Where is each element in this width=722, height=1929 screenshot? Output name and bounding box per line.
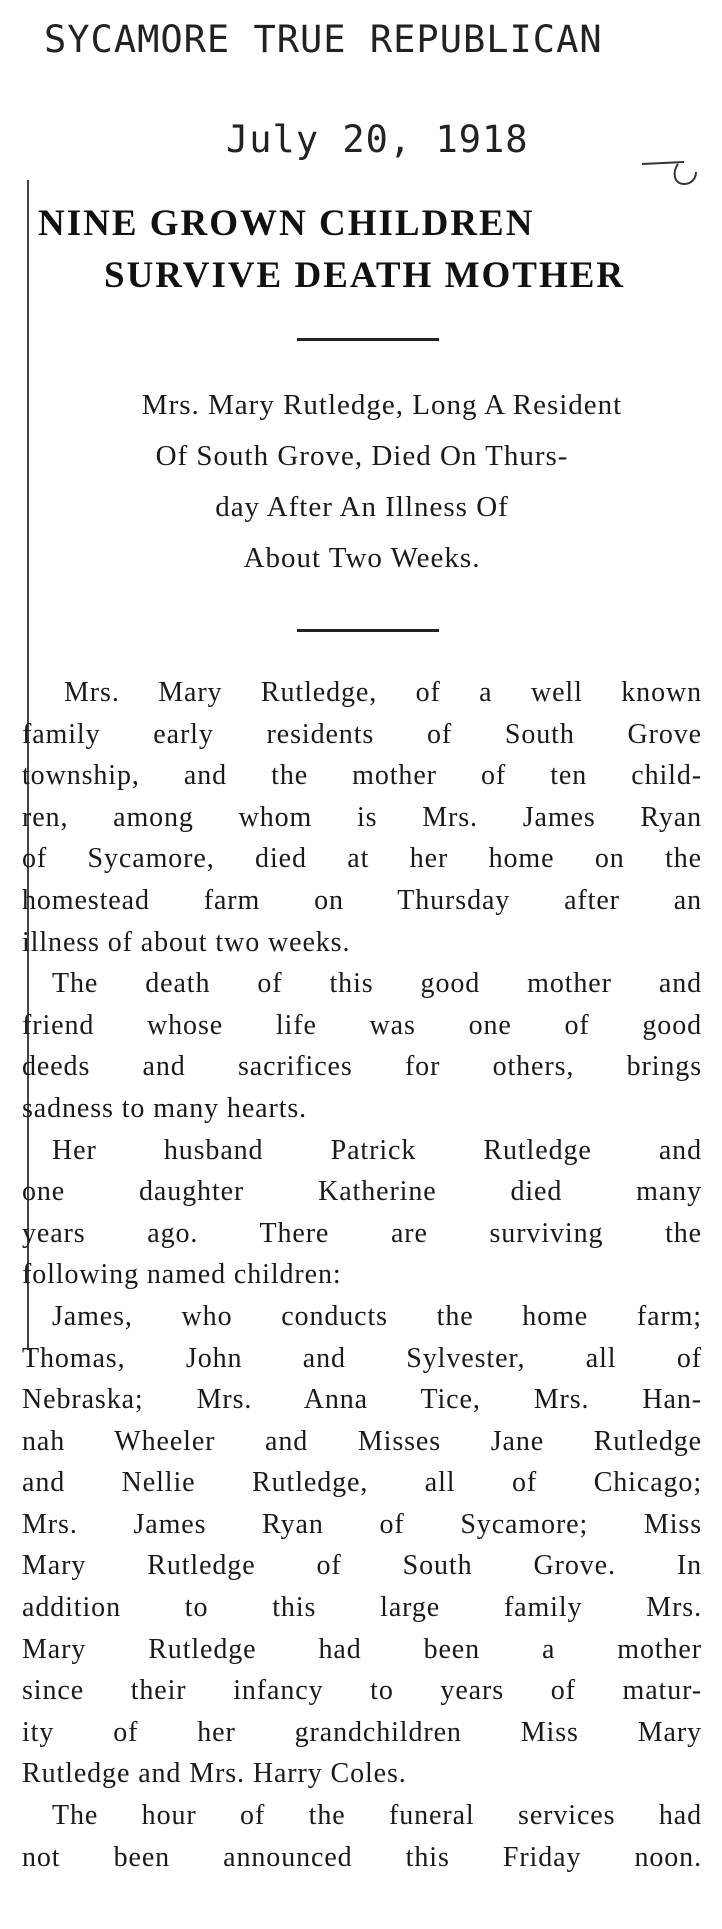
article-line: Nebraska; Mrs. Anna Tice, Mrs. Han- — [22, 1384, 702, 1416]
article-line: not been announced this Friday noon. — [22, 1841, 702, 1873]
article-line: of Sycamore, died at her home on the — [22, 843, 702, 875]
article-line: ren, among whom is Mrs. James Ryan — [22, 801, 702, 833]
article-line: years ago. There are surviving the — [22, 1217, 702, 1249]
article-line: Mrs. Mary Rutledge, of a well known — [64, 677, 702, 708]
deck-line-1: Mrs. Mary Rutledge, Long A Resident — [141, 389, 623, 421]
publication-date: July 20, 1918 — [226, 118, 529, 161]
pencil-check-mark — [640, 158, 700, 194]
divider-rule-bottom — [297, 629, 439, 632]
article-line: deeds and sacrifices for others, brings — [22, 1051, 702, 1083]
article-line: township, and the mother of ten child- — [22, 760, 702, 792]
article-line: nah Wheeler and Misses Jane Rutledge — [22, 1425, 702, 1457]
subheadline-deck — [22, 380, 702, 584]
article-body — [22, 672, 702, 1878]
headline-line-2: SURVIVE DEATH MOTHER — [104, 255, 626, 296]
article-line: ity of her grandchildren Miss Mary — [22, 1716, 702, 1748]
deck-line-3: day After An Illness Of — [215, 491, 509, 523]
article-line: homestead farm on Thursday after an — [22, 884, 702, 916]
deck-line-2: Of South Grove, Died On Thurs- — [155, 440, 569, 472]
article-line: Mary Rutledge had been a mother — [22, 1633, 702, 1665]
article-line: Thomas, John and Sylvester, all of — [22, 1342, 702, 1374]
article-line: James, who conducts the home farm; — [52, 1300, 702, 1332]
article-line: The death of this good mother and — [52, 968, 702, 1000]
article-line: sadness to many hearts. — [22, 1092, 308, 1124]
article-line: Mrs. James Ryan of Sycamore; Miss — [22, 1508, 702, 1540]
article-line: Rutledge and Mrs. Harry Coles. — [22, 1758, 407, 1790]
divider-rule-top — [297, 338, 439, 341]
deck-line-4: About Two Weeks. — [243, 542, 481, 574]
article-line: following named children: — [22, 1259, 342, 1291]
newspaper-name: SYCAMORE TRUE REPUBLICAN — [44, 18, 603, 61]
article-line: friend whose life was one of good — [22, 1009, 702, 1041]
article-line: addition to this large family Mrs. — [22, 1592, 702, 1624]
headline-line-1: NINE GROWN CHILDREN — [38, 203, 535, 244]
article-line: The hour of the funeral services had — [52, 1800, 702, 1832]
article-line: Her husband Patrick Rutledge and — [52, 1134, 702, 1166]
article-line: one daughter Katherine died many — [22, 1176, 702, 1208]
article-line: illness of about two weeks. — [22, 926, 351, 958]
article-line: since their infancy to years of matur- — [22, 1675, 702, 1707]
article-line: Mary Rutledge of South Grove. In — [22, 1550, 702, 1582]
article-line: family early residents of South Grove — [22, 718, 702, 750]
article-line: and Nellie Rutledge, all of Chicago; — [22, 1467, 702, 1499]
